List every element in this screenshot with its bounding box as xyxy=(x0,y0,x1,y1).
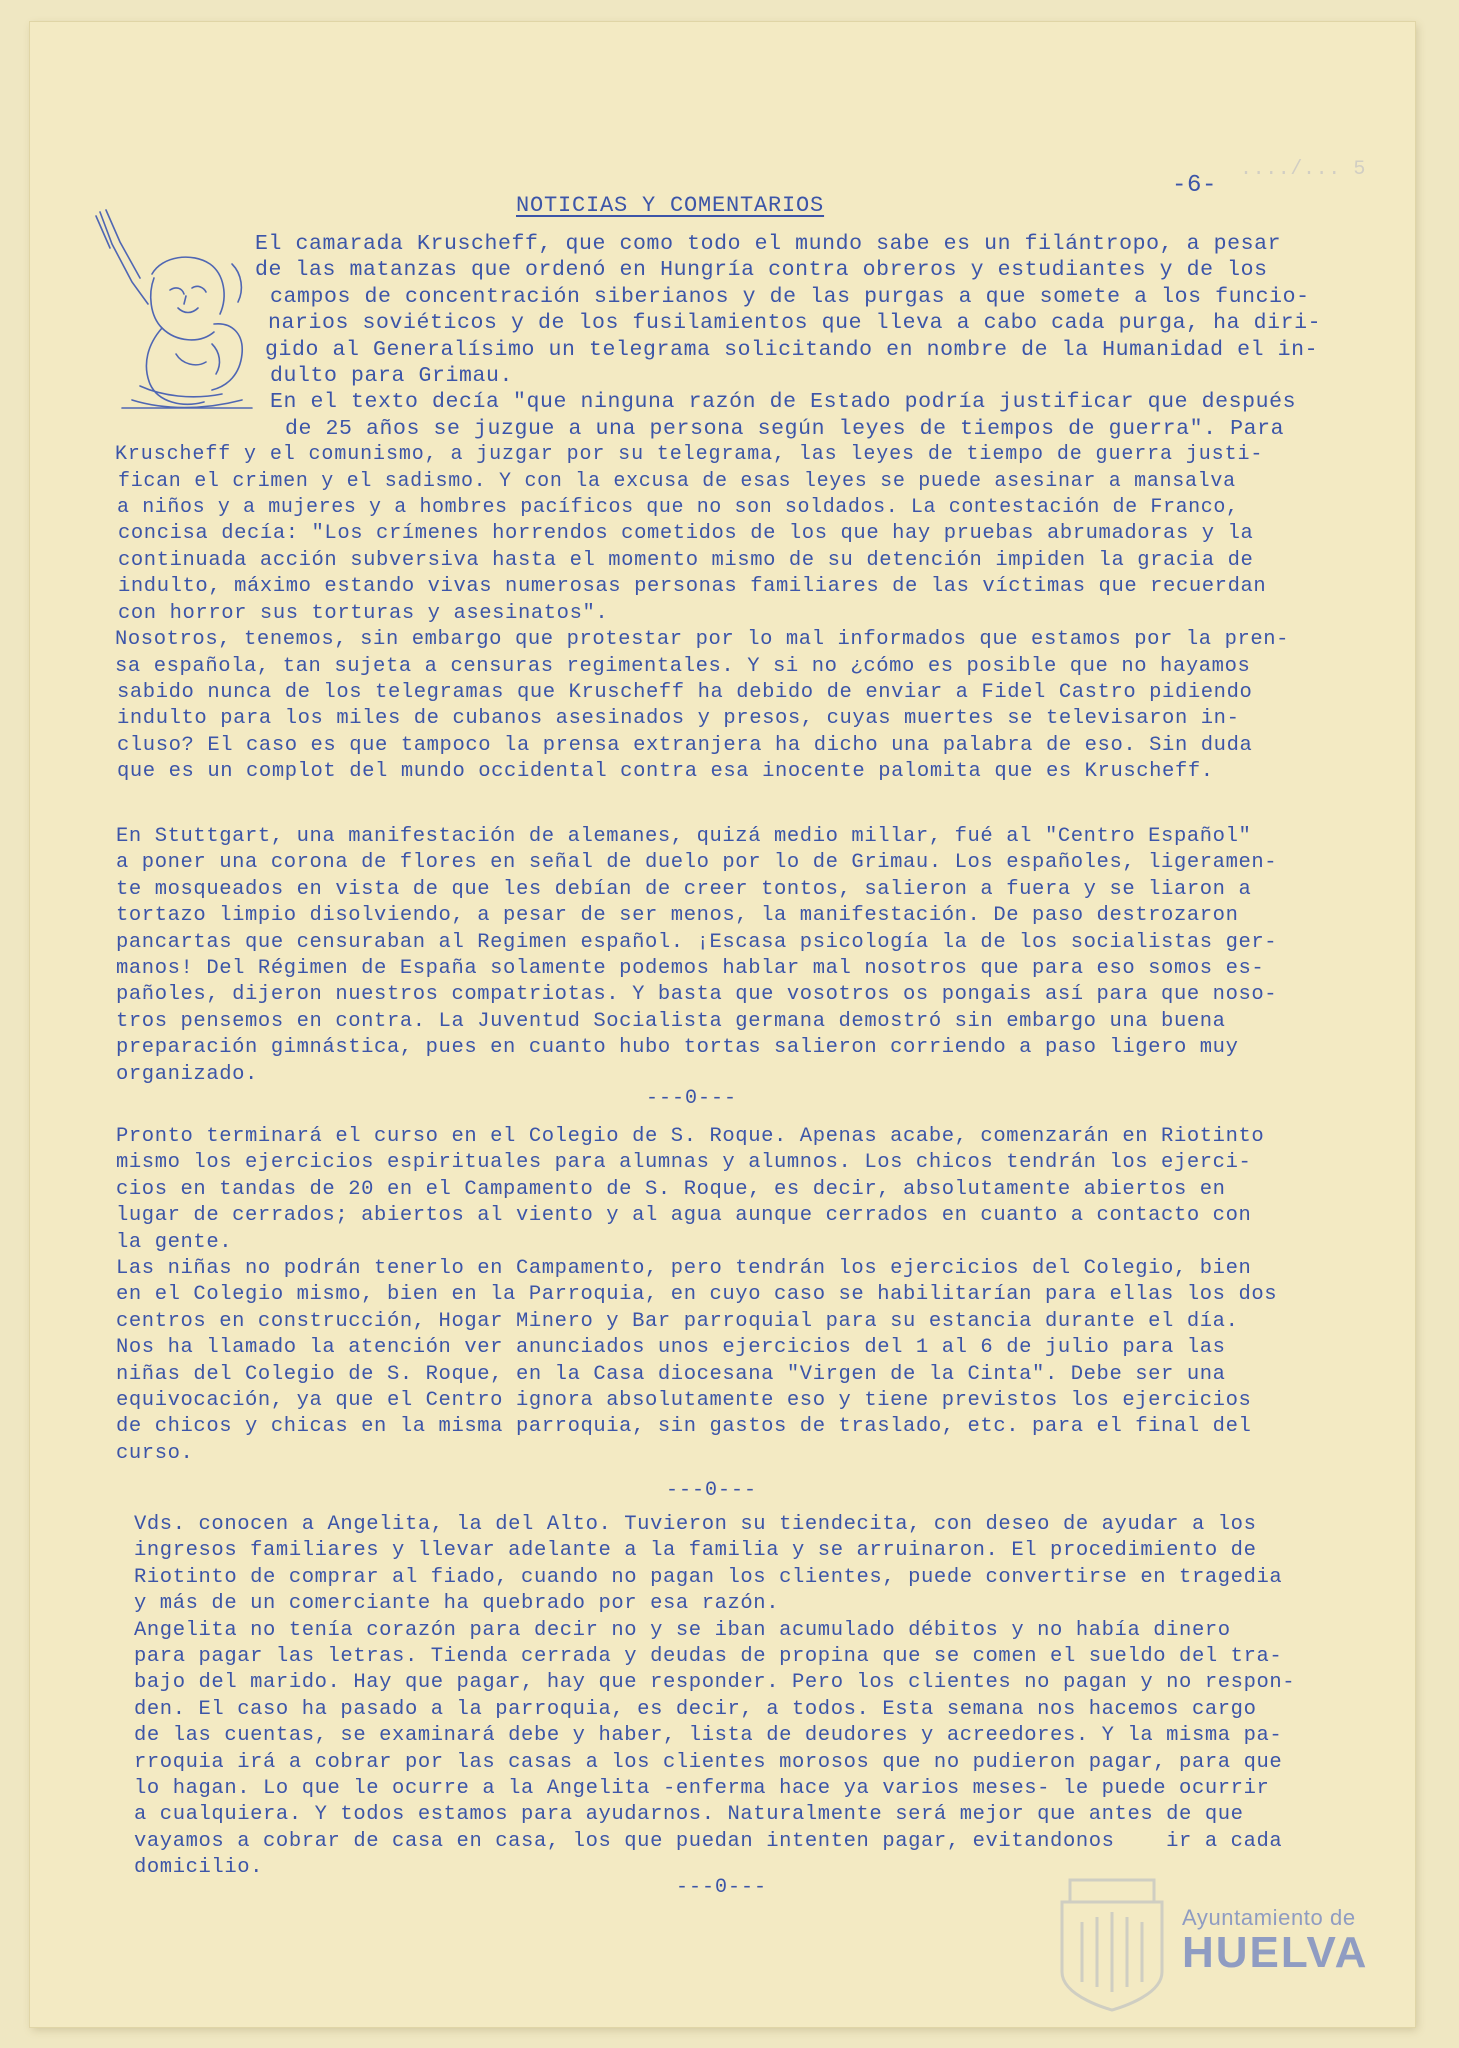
section-angelita xyxy=(120,1512,1300,1882)
text-line: te mosqueados en vista de que les debían de creer tontos, salieron a fuera y se liaron a xyxy=(116,877,1252,901)
text-line: mismo los ejercicios espirituales para alumnas y alumnos. Los chicos tendrán los ejerci- xyxy=(116,1151,1252,1175)
text-line: niñas del Colegio de S. Roque, en la Casa diocesana "Virgen de la Cinta". Debe ser una xyxy=(116,1362,1226,1386)
text-line: lo hagan. Lo que le ocurre a la Angelita -enferma hace ya varios meses- le puede ocurrir xyxy=(134,1777,1270,1801)
text-line: con horror sus torturas y asesinatos". xyxy=(118,601,609,625)
text-line: Vds. conocen a Angelita, la del Alto. Tuvieron su tiendecita, con deseo de ayudar a los xyxy=(134,1513,1257,1536)
text-line: a poner una corona de flores en señal de duelo por lo de Grimau. Los españoles, ligeramen- xyxy=(116,851,1278,875)
text-line: de las matanzas que ordenó en Hungría contra obreros y estudiantes y de los xyxy=(255,258,1268,283)
text-line: gido al Generalísimo un telegrama solicitando en nombre de la Humanidad el in- xyxy=(265,337,1319,362)
text-line: campos de concentración siberianos y de las purgas a que somete a los funcio- xyxy=(270,284,1310,309)
text-line: Las niñas no podrán tenerlo en Campamento, pero tendrán los ejercicios del Colegio, bien xyxy=(116,1257,1252,1281)
text-line: Nosotros, tenemos, sin embargo que protestar por lo mal informados que estamos por la pren- xyxy=(115,628,1290,652)
text-line: den. El caso ha pasado a la parroquia, es decir, a todos. Esta semana nos hacemos cargo xyxy=(134,1697,1257,1721)
text-line: cluso? El caso es que tampoco la prensa extranjera ha dicho una palabra de eso. Sin duda xyxy=(117,733,1253,757)
text-line: de chicos y chicas en la misma parroquia, sin gastos de traslado, etc. para el final del xyxy=(116,1415,1252,1439)
text-line: pañoles, dijeron nuestros compatriotas. Y basta que vosotros os pongais así para que noso- xyxy=(116,983,1278,1007)
text-line: tortazo limpio disolviendo, a pesar de ser menos, la manifestación. De paso destrozaron xyxy=(116,904,1239,928)
separator: ---0--- xyxy=(676,1876,768,1899)
text-line: Pronto terminará el curso en el Colegio de S. Roque. Apenas acabe, comenzarán en Riotinto xyxy=(116,1125,1265,1148)
text-line: en el Colegio mismo, bien en la Parroquia, en cuyo caso se habilitarían para ellas los dos xyxy=(116,1283,1278,1307)
text-line: rroquia irá a cobrar por las casas a los clientes morosos que no pudieron pagar, para que xyxy=(134,1750,1283,1774)
section-colegio xyxy=(116,1124,1300,1467)
text-line: pancartas que censuraban al Regimen español. ¡Escasa psicología la de los socialistas ger- xyxy=(116,930,1278,954)
watermark-line1: Ayuntamiento de xyxy=(1182,1905,1356,1930)
separator: ---0--- xyxy=(666,1479,758,1502)
text-line: continuada acción subversiva hasta el momento mismo de su detención impiden la gracia de xyxy=(118,548,1254,572)
text-line: El camarada Kruscheff, que como todo el mundo sabe es un filántropo, a pesar xyxy=(255,232,1282,256)
section-kruscheff xyxy=(115,231,1322,786)
text-line: En el texto decía "que ninguna razón de Estado podría justificar que después xyxy=(270,390,1297,415)
text-line: organizado. xyxy=(116,1062,258,1086)
text-line: Kruscheff y el comunismo, a juzgar por su telegrama, las leyes de tiempo de guerra justi- xyxy=(115,443,1264,467)
text-line: sabido nunca de los telegramas que Kruscheff ha debido de enviar a Fidel Castro pidiendo xyxy=(117,680,1253,704)
text-line: de las cuentas, se examinará debe y haber, lista de deudores y acreedores. Y la misma pa- xyxy=(134,1724,1283,1748)
text-line: narios soviéticos y de los fusilamientos que lleva a cabo cada purga, ha diri- xyxy=(268,311,1322,336)
separator: ---0--- xyxy=(646,1087,738,1110)
text-line: En Stuttgart, una manifestación de alemanes, quizá medio millar, fué al "Centro Español" xyxy=(116,825,1252,848)
text-line: sa española, tan sujeta a censuras regimentales. Y si no ¿cómo es posible que no hayamos xyxy=(115,654,1251,678)
text-line: Riotinto de comprar al fiado, cuando no pagan los clientes, puede convertirse en tragedia xyxy=(134,1565,1283,1589)
text-line: Nos ha llamado la atención ver anunciados unos ejercicios del 1 al 6 de julio para las xyxy=(116,1336,1226,1360)
text-line: lugar de cerrados; abiertos al viento y al agua aunque cerrados en cuanto a contacto con xyxy=(116,1204,1252,1228)
text-line: cios en tandas de 20 en el Campamento de S. Roque, es decir, absolutamente abiertos en xyxy=(116,1177,1226,1201)
text-line: fican el crimen y el sadismo. Y con la excusa de esas leyes se puede asesinar a mansalva xyxy=(118,469,1236,493)
text-line: para pagar las letras. Tienda cerrada y deudas de propina que se comen el sueldo del tra- xyxy=(134,1645,1283,1669)
watermark-line2: HUELVA xyxy=(1182,1928,1369,1977)
ghost-mark: ..../... 5 xyxy=(1240,158,1367,181)
text-line: tros pensemos en contra. La Juventud Socialista germana demostró sin embargo una buena xyxy=(116,1009,1226,1033)
text-line: a cualquiera. Y todos estamos para ayudarnos. Naturalmente será mejor que antes de que xyxy=(134,1803,1244,1827)
text-line: dulto para Grimau. xyxy=(270,364,514,389)
text-line: domicilio. xyxy=(134,1856,264,1880)
page-number: -6- xyxy=(1172,172,1218,199)
section-stuttgart xyxy=(116,824,1300,1088)
page-title: NOTICIAS Y COMENTARIOS xyxy=(516,193,825,218)
text-line: de 25 años se juzgue a una persona según leyes de tiempos de guerra". Para xyxy=(285,416,1285,441)
text-line: indulto para los miles de cubanos asesinados y presos, cuyas muertes se televisaron in- xyxy=(117,707,1240,731)
text-line: indulto, máximo estando vivas numerosas personas familiares de las víctimas que recuerdan xyxy=(118,575,1267,599)
text-line: centros en construcción, Hogar Minero y Bar parroquial para su estancia durante el día. xyxy=(116,1309,1239,1333)
text-line: que es un complot del mundo occidental contra esa inocente palomita que es Kruscheff. xyxy=(117,760,1214,784)
text-line: Angelita no tenía corazón para decir no y se iban acumulado débitos y no había dinero xyxy=(134,1618,1231,1642)
text-line: curso. xyxy=(116,1441,194,1465)
text-line: preparación gimnástica, pues en cuanto hubo tortas salieron corriendo a paso ligero muy xyxy=(116,1036,1239,1060)
text-line: equivocación, ya que el Centro ignora absolutamente eso y tiene previstos los ejercicios xyxy=(116,1389,1252,1413)
text-line: y más de un comerciante ha quebrado por esa razón. xyxy=(134,1592,780,1616)
text-line: a niños y a mujeres y a hombres pacíficos que no son soldados. La contestación de Franco, xyxy=(117,496,1239,520)
text-line: bajo del marido. Hay que pagar, hay que responder. Pero los clientes no pagan y no respon- xyxy=(134,1671,1296,1695)
text-line: manos! Del Régimen de España solamente podemos hablar mal nosotros que para eso somos es- xyxy=(116,957,1265,981)
text-line: concisa decía: "Los crímenes horrendos cometidos de los que hay pruebas abrumadoras y la xyxy=(118,522,1254,546)
text-line: vayamos a cobrar de casa en casa, los que puedan intenten pagar, evitandonos ir a cada xyxy=(134,1829,1283,1853)
text-line: ingresos familiares y llevar adelante a la familia y se arruinaron. El procedimiento de xyxy=(134,1539,1257,1563)
text-line: la gente. xyxy=(116,1230,233,1254)
